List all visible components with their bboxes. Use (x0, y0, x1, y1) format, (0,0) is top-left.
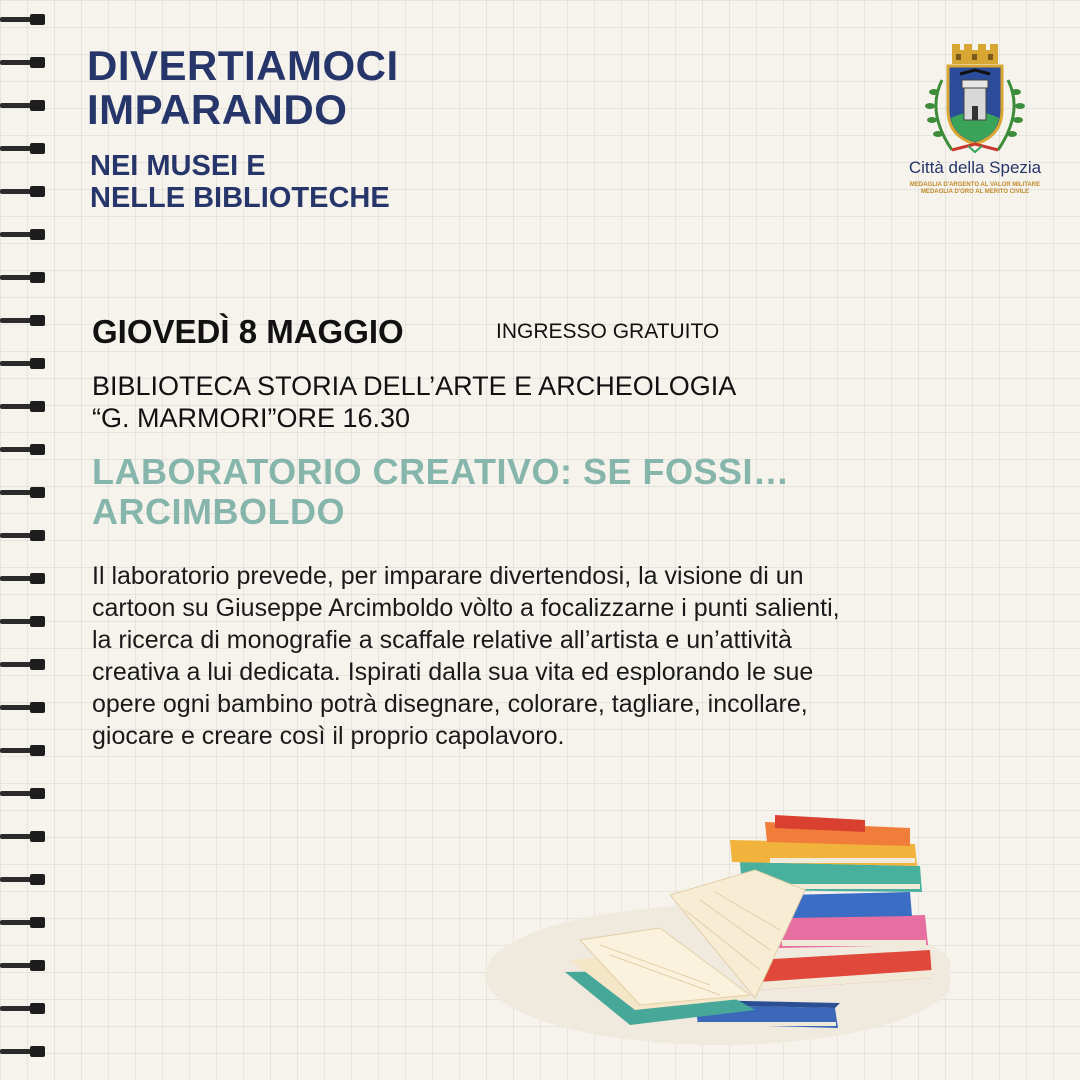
spiral-ring (0, 959, 48, 973)
spiral-ring (0, 142, 48, 156)
title-line-2: IMPARANDO (87, 86, 348, 133)
spiral-ring (0, 873, 48, 887)
spiral-ring (0, 56, 48, 70)
spiral-ring (0, 357, 48, 371)
spiral-ring (0, 271, 48, 285)
spiral-ring (0, 185, 48, 199)
event-title-line-2: ARCIMBOLDO (92, 491, 345, 532)
city-honor-2: MEDAGLIA D'ORO AL MERITO CIVILE (920, 189, 1030, 195)
page-title (87, 44, 399, 132)
spiral-ring (0, 572, 48, 586)
spiral-ring (0, 1045, 48, 1059)
description-line: la ricerca di monografie a scaffale relative all’artista e un’attività (92, 626, 792, 654)
event-description (92, 560, 1022, 752)
spiral-ring (0, 830, 48, 844)
description-line: giocare e creare così il proprio capolavoro. (92, 722, 565, 750)
description-line: Il laboratorio prevede, per imparare divertendosi, la visione di un (92, 562, 804, 590)
event-location (92, 370, 736, 434)
spiral-ring (0, 787, 48, 801)
spiral-ring (0, 615, 48, 629)
spiral-ring (0, 916, 48, 930)
spiral-ring (0, 314, 48, 328)
spiral-ring (0, 744, 48, 758)
city-honor-1: MEDAGLIA D'ARGENTO AL VALOR MILITARE (909, 182, 1041, 188)
entry-info: INGRESSO GRATUITO (496, 320, 720, 343)
spiral-ring (0, 701, 48, 715)
notebook-spiral (0, 0, 60, 1080)
spiral-ring (0, 228, 48, 242)
spiral-ring (0, 658, 48, 672)
spiral-ring (0, 443, 48, 457)
spiral-ring (0, 400, 48, 414)
page-subtitle (90, 150, 390, 214)
description-line: opere ogni bambino potrà disegnare, colorare, tagliare, incollare, (92, 690, 808, 718)
location-line-1: BIBLIOTECA STORIA DELL’ARTE E ARCHEOLOGIA (92, 371, 737, 401)
title-line-1: DIVERTIAMOCI (87, 42, 399, 89)
city-honors (895, 182, 1055, 196)
subtitle-line-1: NEI MUSEI E (90, 150, 266, 182)
event-title-line-1: LABORATORIO CREATIVO: SE FOSSI… (92, 451, 790, 492)
spiral-ring (0, 99, 48, 113)
spiral-ring (0, 13, 48, 27)
spiral-ring (0, 486, 48, 500)
event-title (92, 452, 790, 532)
book-stack-illustration-icon (470, 800, 950, 1060)
city-name: Città della Spezia (908, 158, 1042, 177)
subtitle-line-2: NELLE BIBLIOTECHE (90, 182, 390, 214)
spiral-ring (0, 1002, 48, 1016)
description-line: cartoon su Giuseppe Arcimboldo vòlto a focalizzarne i punti salienti, (92, 594, 840, 622)
event-date: GIOVEDÌ 8 MAGGIO (92, 313, 404, 350)
description-line: creativa a lui dedicata. Ispirati dalla sua vita ed esplorando le sue (92, 658, 814, 686)
spiral-ring (0, 529, 48, 543)
location-line-2: “G. MARMORI”ORE 16.30 (92, 403, 411, 433)
